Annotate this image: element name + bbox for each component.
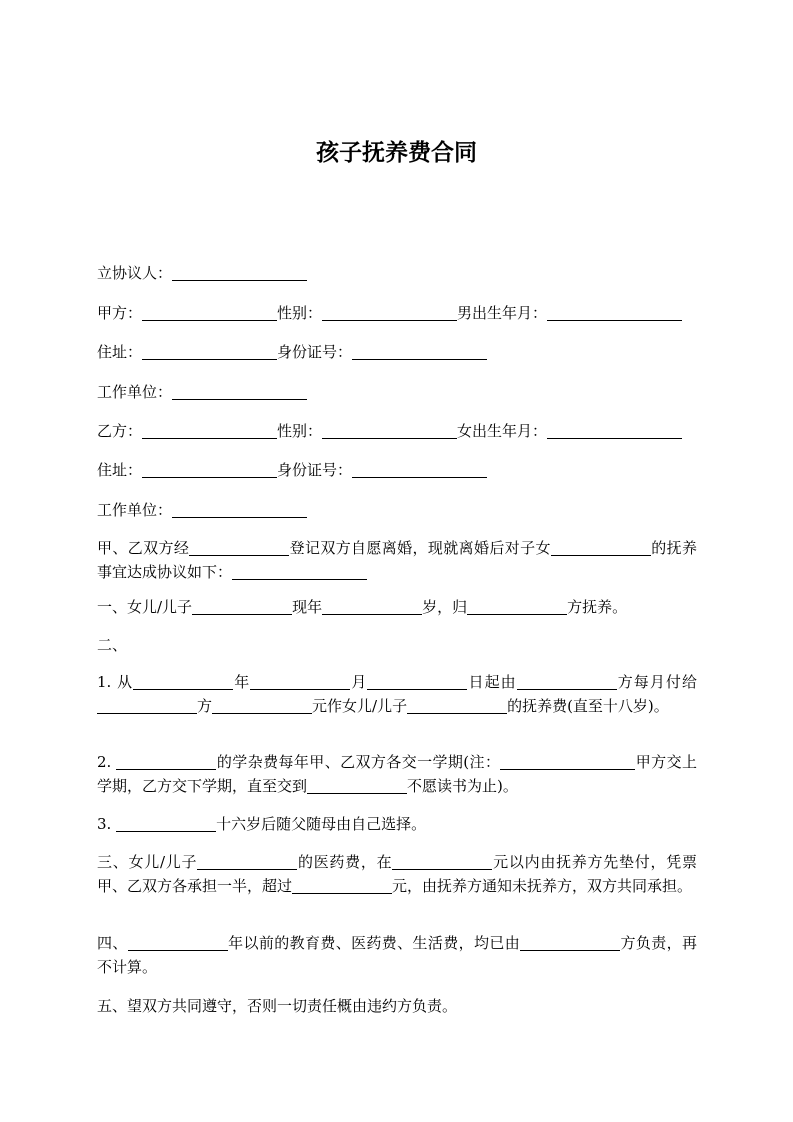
female-birth-label: 女出生年月： (457, 422, 548, 440)
clause-2-2-text-4: 不愿读书为止)。 (407, 777, 518, 795)
clause-one-text-1: 一、女儿/儿子 (97, 598, 193, 616)
party-a-id-label: 身份证号： (277, 343, 353, 361)
male-birth-label: 男出生年月： (457, 304, 548, 322)
party-b-address-label: 住址： (97, 461, 143, 479)
clause-one-text-3: 岁，归 (422, 598, 468, 616)
clause-two-item-3 (97, 812, 697, 836)
clause-one-child-blank[interactable] (192, 598, 292, 615)
party-b-work-label: 工作单位： (97, 501, 173, 519)
choice-child-blank[interactable] (116, 815, 216, 832)
clause-three-text-3: 元以内由抚养方先垫付，凭票甲、乙双方各承担一半，超过 (97, 853, 697, 895)
prior-year-blank[interactable] (128, 934, 228, 951)
clause-three-text-2: 的医药费，在 (297, 853, 393, 871)
payee-blank[interactable] (97, 697, 197, 714)
start-day-blank[interactable] (367, 673, 467, 690)
clause-one-age-blank[interactable] (322, 598, 422, 615)
registration-office-blank[interactable] (189, 539, 289, 556)
tuition-note-blank[interactable] (500, 753, 635, 770)
clause-one-custody-blank[interactable] (467, 598, 567, 615)
monthly-amount-blank[interactable] (212, 697, 312, 714)
party-a-work-label: 工作单位： (97, 383, 173, 401)
clause-2-1-text-8: 的抚养费(直至十八岁)。 (507, 697, 669, 715)
party-b-work-line (97, 498, 697, 522)
clause-three (97, 850, 697, 898)
party-b-gender-label: 性别： (277, 422, 323, 440)
agreement-party-blank[interactable] (172, 264, 307, 281)
intro-text-1: 甲、乙双方经 (97, 539, 190, 557)
male-birth-blank[interactable] (547, 304, 682, 321)
clause-2-1-text-7: 元作女儿/儿子 (312, 697, 408, 715)
clause-2-1-text-1: 1. 从 (97, 673, 134, 691)
clause-2-1-text-4: 日起由 (467, 673, 517, 691)
clause-2-1-text-2: 年 (233, 673, 251, 691)
clause-one-text-2: 现年 (292, 598, 323, 616)
clause-two-heading: 二、 (97, 636, 128, 654)
party-a-name-blank[interactable] (142, 304, 277, 321)
clause-five: 五、望双方共同遵守，否则一切责任概由违约方负责。 (97, 997, 458, 1015)
clause-three-text-1: 三、女儿/儿子 (97, 853, 198, 871)
clause-2-2-text-1: 2. (97, 753, 117, 771)
party-a-address-label: 住址： (97, 343, 143, 361)
clause-2-3-text-2: 十六岁后随父随母由自己选择。 (216, 815, 427, 833)
party-b-address-line (97, 458, 697, 482)
clause-two-item-2 (97, 750, 697, 798)
party-a-gender-label: 性别： (277, 304, 323, 322)
intro-text-2: 登记双方自愿离婚，现就离婚后对子女 (289, 539, 551, 557)
intro-paragraph (97, 536, 697, 584)
clause-four-text-2: 年以前的教育费、医药费、生活费，均已由 (227, 934, 521, 952)
start-month-blank[interactable] (250, 673, 350, 690)
party-b-line (97, 419, 697, 443)
clause-2-1-text-5: 方每月付给 (616, 673, 697, 691)
child-name-blank[interactable] (551, 539, 651, 556)
clause-2-3-text-1: 3. (97, 815, 117, 833)
party-b-id-label: 身份证号： (277, 461, 353, 479)
intro-end-blank[interactable] (232, 563, 367, 580)
support-child-blank[interactable] (407, 697, 507, 714)
party-a-work-blank[interactable] (172, 383, 307, 400)
clause-four (97, 931, 697, 979)
party-b-address-blank[interactable] (142, 461, 277, 478)
agreement-party-line (97, 261, 697, 285)
clause-one (97, 595, 697, 619)
clause-2-1-text-6: 方 (197, 697, 213, 715)
party-b-work-blank[interactable] (172, 501, 307, 518)
party-a-label: 甲方： (97, 304, 143, 322)
party-a-address-blank[interactable] (142, 343, 277, 360)
clause-2-1-text-3: 月 (350, 673, 368, 691)
party-a-work-line (97, 380, 697, 404)
party-b-name-blank[interactable] (142, 422, 277, 439)
party-a-line (97, 301, 697, 325)
party-b-gender-blank[interactable] (322, 422, 457, 439)
clause-three-text-4: 元，由抚养方通知未抚养方，双方共同承担。 (392, 877, 693, 895)
clause-four-text-3: 方负责，再不计算。 (97, 934, 697, 976)
responsible-party-blank[interactable] (520, 934, 620, 951)
medical-excess-blank[interactable] (292, 877, 392, 894)
party-b-id-blank[interactable] (352, 461, 487, 478)
party-a-gender-blank[interactable] (322, 304, 457, 321)
clause-one-text-4: 方抚养。 (567, 598, 628, 616)
clause-two-item-1 (97, 670, 697, 718)
intro-text-3: 的抚养事宜达成协议如下： (97, 539, 697, 581)
tuition-child-blank[interactable] (116, 753, 216, 770)
tuition-until-blank[interactable] (307, 777, 407, 794)
clause-2-2-text-3: 甲方交上学期，乙方交下学期，直至交到 (97, 753, 697, 795)
female-birth-blank[interactable] (547, 422, 682, 439)
clause-2-2-text-2: 的学杂费每年甲、乙双方各交一学期(注： (216, 753, 501, 771)
medical-child-blank[interactable] (197, 853, 297, 870)
party-a-id-blank[interactable] (352, 343, 487, 360)
clause-four-text-1: 四、 (97, 934, 128, 952)
agreement-party-label: 立协议人： (97, 264, 173, 282)
document-title: 孩子抚养费合同 (316, 140, 477, 166)
start-year-blank[interactable] (133, 673, 233, 690)
medical-limit-blank[interactable] (392, 853, 492, 870)
party-a-address-line (97, 340, 697, 364)
party-b-label: 乙方： (97, 422, 143, 440)
payer-blank[interactable] (517, 673, 617, 690)
